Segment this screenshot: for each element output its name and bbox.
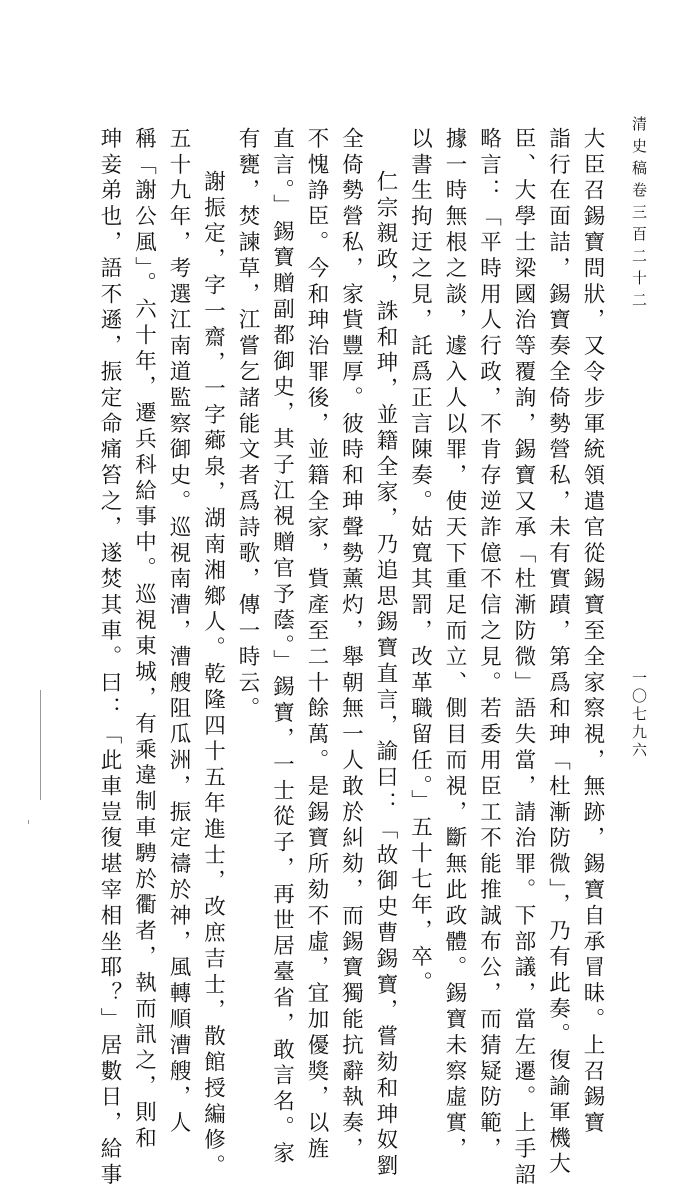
- text-line: 據一時無根之談，遽入人以罪，使天下重足而立、側目而視，斷無此政體。錫寶未察虛實，: [442, 127, 467, 1163]
- text-line: 以書生拘迂之見，託爲正言陳奏。姑寬其罰，改革職留任。」五十七年，卒。: [407, 127, 433, 997]
- text-line: 珅妾弟也，語不遜，振定命痛笞之，遂焚其車。曰：「此車豈復堪宰相坐耶？」居數日，給事: [97, 127, 122, 1189]
- text-line: 稱「謝公風」。六十年，遷兵科給事中。巡視東城，有乘違制車騁於衢者，執而訊之，則和: [131, 127, 157, 1153]
- text-line: 直言。」錫寶贈副都御史，其子江視贈官予蔭。」錫寶，一士從子，再世居臺省，敢言名。家: [269, 127, 295, 1168]
- text-line: 全倚勢營私，家貲豐厚。彼時和珅聲勢薰灼，舉朝無一人敢於糾劾，而錫寶獨能抗辭執奏，: [338, 127, 364, 1163]
- text-line: 有甕，焚諫草，江嘗乞諸能文者爲詩歌，傳一時云。: [235, 127, 260, 723]
- scan-mark: [40, 690, 41, 800]
- page-number: 一〇七九六: [630, 670, 648, 760]
- document-body: [74, 127, 609, 1189]
- scan-mark: [28, 820, 29, 824]
- text-line: 略言：「平時用人行政，不肯存逆詐億不信之見。若委用臣工不能推誠布公，而猜疑防範，: [476, 127, 502, 1163]
- text-line: 謝振定，字一齋，一字薌泉，湖南湘鄉人。乾隆四十五年進士，改庶吉士，散館授編修。: [200, 170, 226, 1181]
- text-line: 臣、大學士梁國治等覆詢，錫寶又承「杜漸防微」語失當，請治罪。下部議，當左遷。上手詔: [511, 127, 536, 1189]
- text-line: 不愧諍臣。今和珅治罪後，並籍全家，貲產至二十餘萬。是錫寶所劾不虛，宜加優獎，以旌: [304, 127, 329, 1163]
- text-line: 詣行在面詰，錫寶奏全倚勢營私，未有實蹟，第爲和珅「杜漸防微」，乃有此奏。復諭軍機大: [545, 127, 571, 1179]
- page-header-title: 清史稿卷三百二十二: [630, 116, 648, 314]
- text-line: 五十九年，考選江南道監察御史。巡視南漕，漕艘阻瓜洲，振定禱於神，風轉順漕艘，人: [166, 127, 191, 1138]
- text-line: 大臣召錫寶問狀，又令步軍統領遣官從錫寶至全家察視，無跡，錫寶自承冒昧。上召錫寶: [580, 127, 605, 1138]
- text-line: 仁宗親政，誅和珅，並籍全家，乃追思錫寶直言，諭曰：「故御史曹錫寶，嘗劾和珅奴劉: [373, 170, 398, 1181]
